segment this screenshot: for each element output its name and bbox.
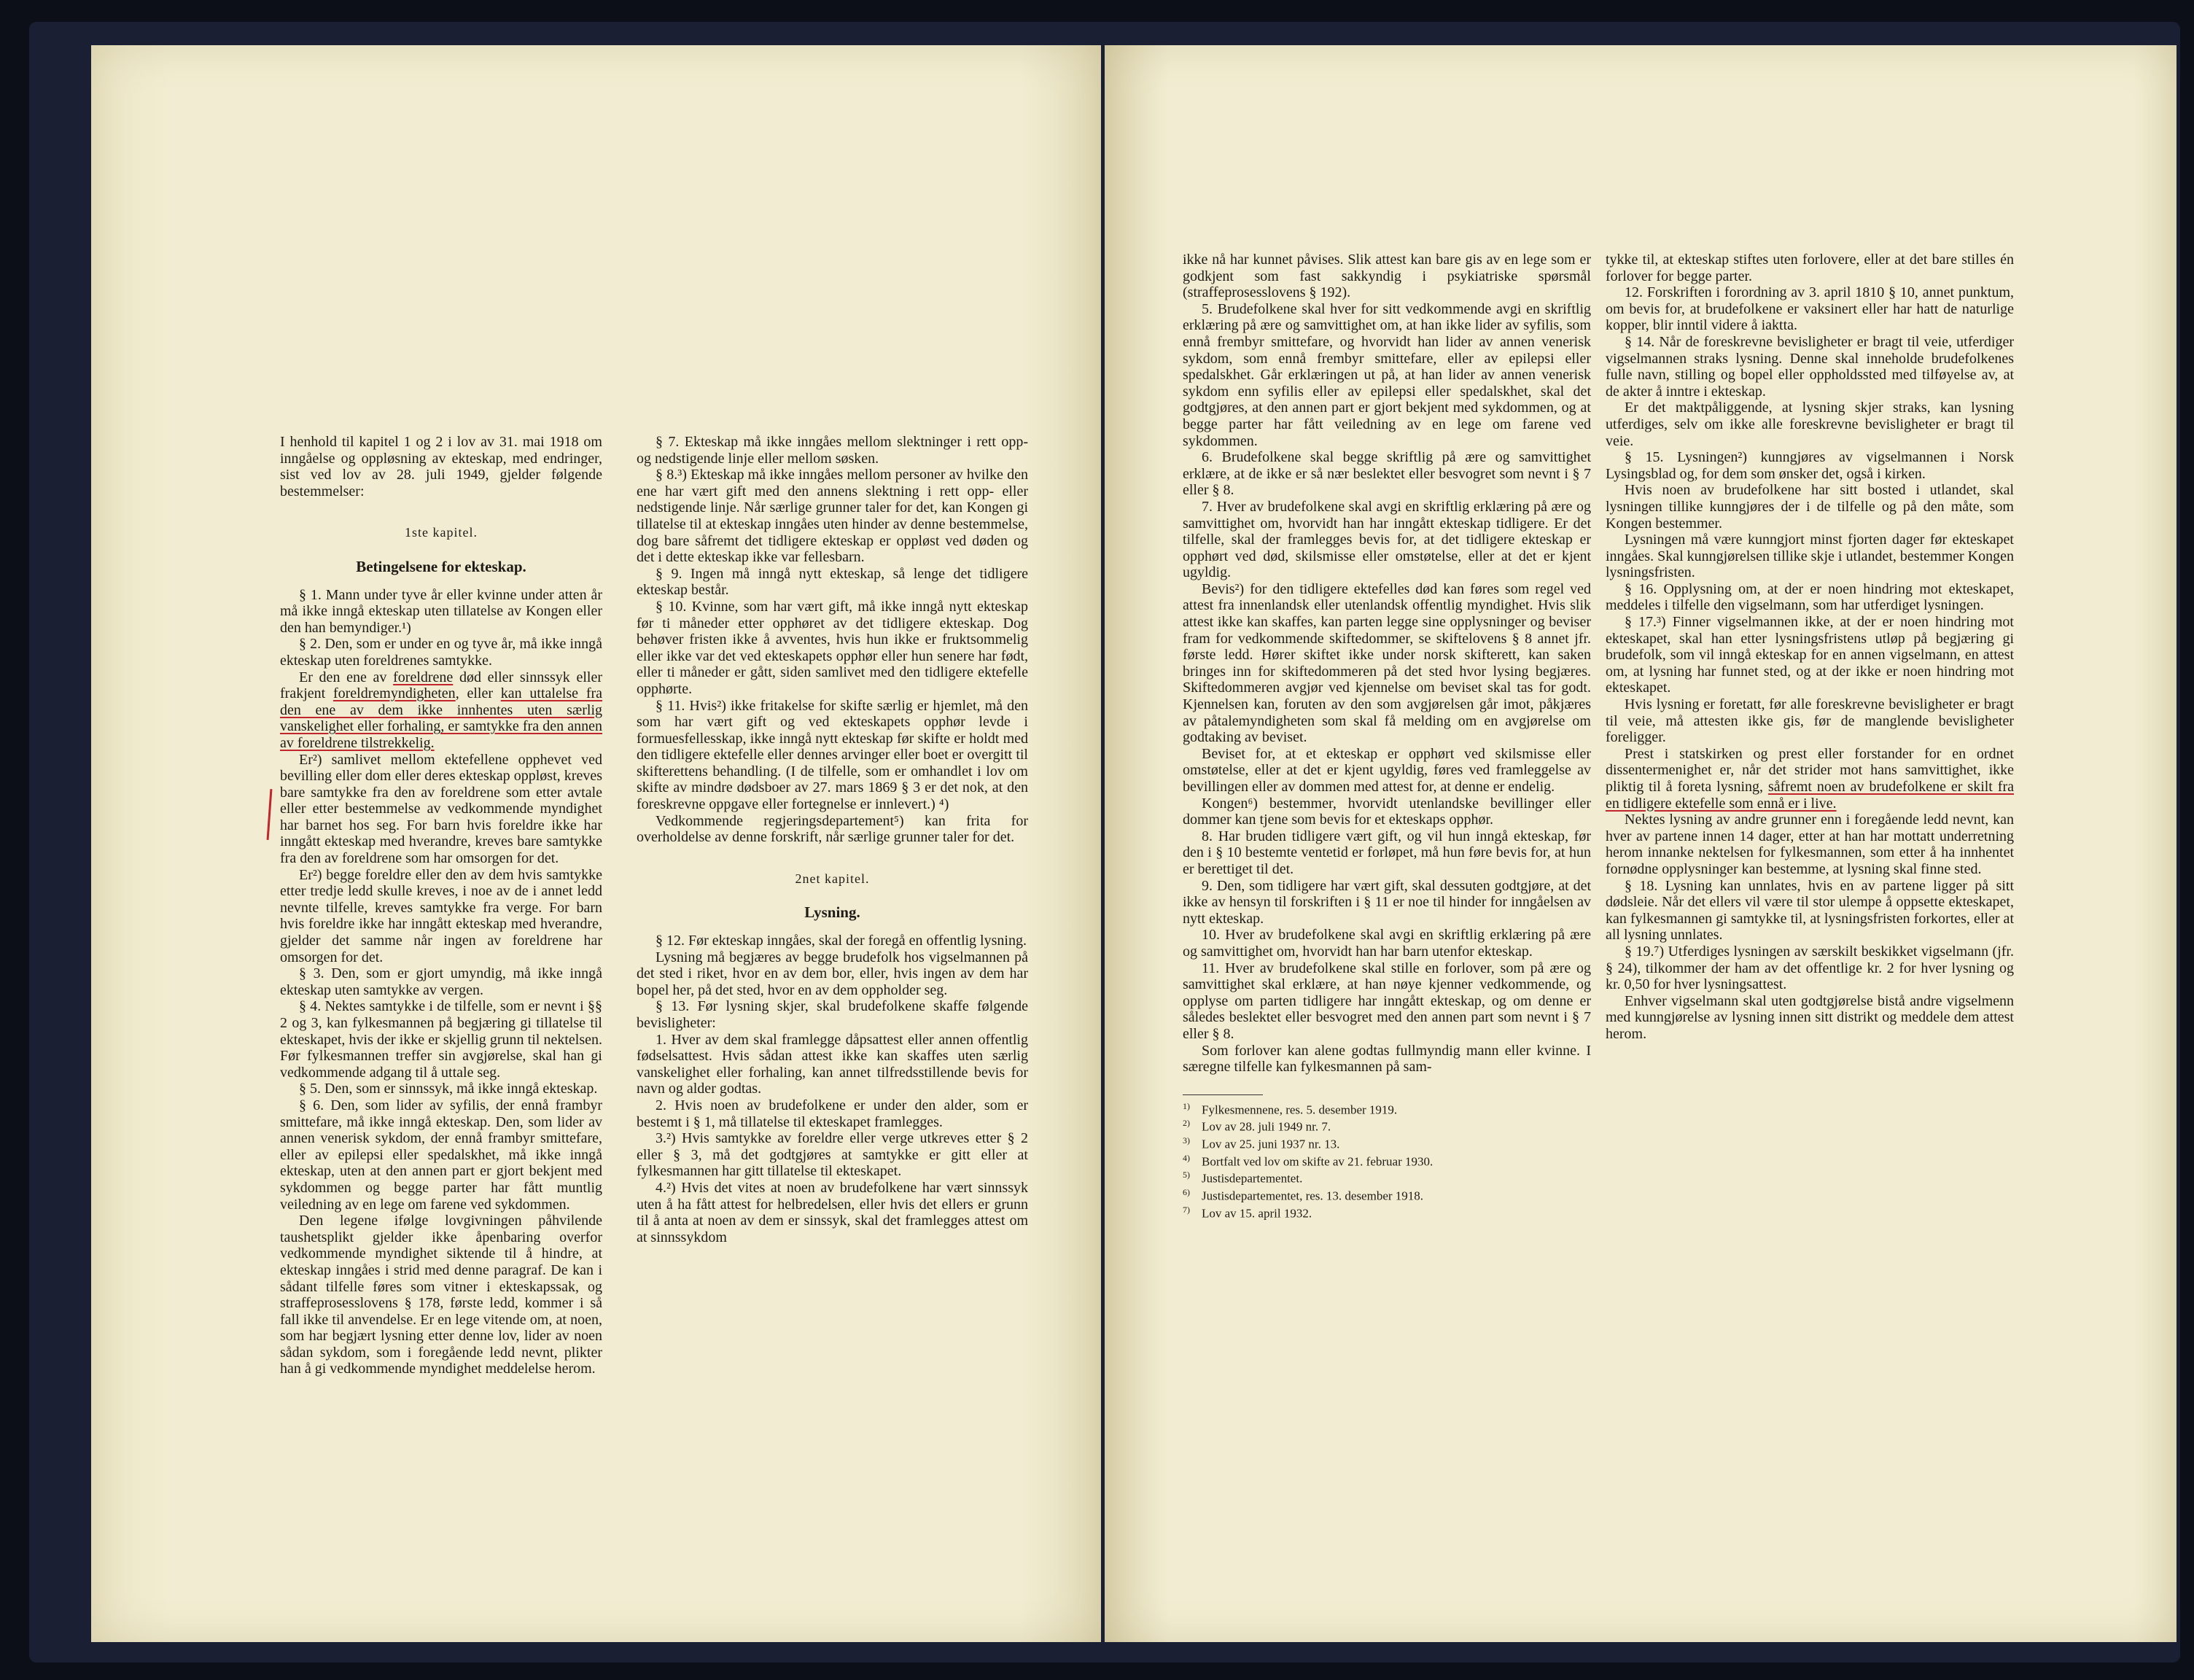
chapter-title: Betingelsene for ekteskap. bbox=[356, 557, 526, 575]
text-run: § 2. Den, som er under en og tyve år, må ikke inngå ekteskap uten foreldrenes samtykke. bbox=[280, 636, 602, 669]
footnote-text: Justisdepartementet, res. 13. desember 1918. bbox=[1202, 1189, 1424, 1203]
footnote-number: 5) bbox=[1183, 1170, 1190, 1181]
footnote-text: Lov av 15. april 1932. bbox=[1202, 1206, 1312, 1221]
footnote-text: Lov av 28. juli 1949 nr. 7. bbox=[1202, 1120, 1331, 1134]
text-run: , eller bbox=[455, 685, 501, 702]
text-run: Hvis noen av brudefolkene har sitt bosted i utlandet, skal lysningen tillike kunngjøres der i de tilfelle og på den måte, som Kongen bestemmer. bbox=[1606, 482, 2014, 532]
paragraph bbox=[1183, 960, 1591, 1043]
paragraph bbox=[1183, 878, 1591, 928]
text-run: 12. Forskriften i forordning av 3. april 1810 § 10, annet punktum, om bevis for, at brudefolkene er vaksinert eller har hatt de naturlige kopper, blir inntil videre å iaktta. bbox=[1606, 284, 2014, 334]
text-run: 3.²) Hvis samtykke av foreldre eller verge utkreves etter § 2 eller § 3, må det godtgjøres at samtykke er gitt eller at fylkesmannen har gitt tillatelse til ekteskapet. bbox=[637, 1130, 1028, 1180]
text-run: I henhold til kapitel 1 og 2 i lov av 31. mai 1918 om inngåelse og oppløsning av ekteskap, med endringer, sist ved lov av 28. juli 1949, gjelder følgende bestemmelser: bbox=[280, 434, 602, 499]
paragraph bbox=[637, 434, 1028, 467]
paragraph bbox=[280, 587, 602, 637]
paragraph bbox=[637, 1097, 1028, 1130]
text-run: § 4. Nektes samtykke i de tilfelle, som er nevnt i §§ 2 og 3, kan fylkesmannen på begjæring gi tillatelse til ekteskapet, hvis der ikke er skjellig grunn til nektelsen. Før fylkesmannen treffer sin avgjørelse, skal han gi vedkommende adgang til å uttale seg. bbox=[280, 998, 602, 1081]
text-run: 4.²) Hvis det vites at noen av brudefolkene har vært sinnssyk uten å ha fått attest for helbredelsen, eller hvis det ellers er grunn til å anta at noen av dem er sinssyk, skal det framlegges attest om at sinnssykdom bbox=[637, 1179, 1028, 1245]
text-run: Er det maktpåliggende, at lysning skjer straks, kan lysning utferdiges, selv om ikke alle foreskrevne bevisligheter er bragt til veie. bbox=[1606, 400, 2014, 449]
text-column-4 bbox=[1606, 252, 2014, 1043]
text-run: Er²) begge foreldre eller den av dem hvis samtykke etter tredje ledd skulle kreves, i noe av de i annet ledd nevnte tilfelle, kreves samtykke fra verge. For barn hvis foreldre ikke har inngått ekteskap med hverandre, gjelder det samme når ingen av foreldrene har omsorgen for det. bbox=[280, 866, 602, 965]
footnote bbox=[1183, 1151, 1591, 1169]
footnote-number: 1) bbox=[1183, 1100, 1190, 1111]
footnote bbox=[1183, 1186, 1591, 1203]
text-column-3 bbox=[1183, 252, 1591, 1220]
paragraph bbox=[280, 1097, 602, 1213]
paragraph bbox=[1606, 696, 2014, 746]
text-run: Er den ene av bbox=[299, 669, 394, 685]
paragraph bbox=[1606, 581, 2014, 614]
text-run: 8. Har bruden tidligere vært gift, og vil hun inngå ekteskap, før den i § 10 bestemte ventetid er forløpet, må hun føre bevis for, at hun er berettiget til det. bbox=[1183, 828, 1591, 877]
paragraph bbox=[1606, 944, 2014, 993]
paragraph bbox=[1606, 482, 2014, 532]
footnote bbox=[1183, 1168, 1591, 1186]
red-underlined-text: foreldrene bbox=[393, 669, 454, 685]
text-column-2 bbox=[637, 434, 1028, 1245]
text-run: § 14. Når de foreskrevne bevisligheter er bragt til veie, utferdiger vigselmannen straks lysning. Denne skal inneholde brudefolkenes fulle navn, stilling og bopel eller oppholdssted med tilføyelse av, at de akter å inntre i ekteskap. bbox=[1606, 333, 2014, 400]
paragraph bbox=[637, 599, 1028, 698]
text-run: § 19.⁷) Utferdiges lysningen av særskilt beskikket vigselmann (jfr. § 24), tilkommer der ham av det offentlige kr. 2 for hver lysning og kr. 0,50 for hver lysningsattest. bbox=[1606, 943, 2014, 993]
footnote-text: Bortfalt ved lov om skifte av 21. februar 1930. bbox=[1202, 1154, 1434, 1169]
paragraph bbox=[1606, 746, 2014, 812]
paragraph bbox=[280, 1213, 602, 1377]
paragraph bbox=[1606, 878, 2014, 944]
footnote bbox=[1183, 1116, 1591, 1134]
text-run: § 7. Ekteskap må ikke inngåes mellom slektninger i rett opp- og nedstigende linje eller mellom søsken. bbox=[637, 434, 1028, 467]
paragraph bbox=[1606, 532, 2014, 581]
red-pen-margin-mark bbox=[267, 789, 273, 840]
paragraph bbox=[280, 998, 602, 1081]
text-run: Hvis lysning er foretatt, før alle foreskrevne bevisligheter er bragt til veie, må attesten ikke gis, før de manglende bevisligheter foreligger. bbox=[1606, 696, 2014, 746]
paragraph bbox=[280, 434, 602, 499]
paragraph bbox=[1606, 284, 2014, 334]
text-column-1 bbox=[280, 434, 602, 1377]
paragraph bbox=[280, 867, 602, 966]
paragraph bbox=[637, 1180, 1028, 1245]
paragraph bbox=[1183, 828, 1591, 878]
paragraph bbox=[1183, 1043, 1591, 1076]
paragraph bbox=[637, 933, 1028, 949]
text-run: 6. Brudefolkene skal begge skriftlig på ære og samvittighet erklære, at de ikke er så nær beslektet eller besvogret som nevnt i § 7 eller § 8. bbox=[1183, 449, 1591, 499]
paragraph bbox=[637, 813, 1028, 846]
footnote-number: 3) bbox=[1183, 1135, 1190, 1146]
paragraph bbox=[637, 566, 1028, 599]
paragraph bbox=[637, 1130, 1028, 1180]
text-run: 2. Hvis noen av brudefolkene er under den alder, som er bestemt i § 1, må tillatelse til ekteskapet framlegges. bbox=[637, 1097, 1028, 1130]
paragraph bbox=[637, 698, 1028, 813]
text-run: død eller sinnssyk eller frakjent bbox=[280, 669, 602, 702]
footnote-number: 7) bbox=[1183, 1204, 1190, 1215]
paragraph bbox=[280, 669, 602, 752]
text-run: tykke til, at ekteskap stiftes uten forlovere, eller at det bare stilles én forlover for begge parter. bbox=[1606, 252, 2014, 284]
text-run: Kongen⁶) bestemmer, hvorvidt utenlandske bevillinger eller dommer kan tjene som bevis for et ekteskaps opphør. bbox=[1183, 795, 1591, 828]
paragraph bbox=[1183, 301, 1591, 449]
text-run: § 3. Den, som er gjort umyndig, må ikke inngå ekteskap uten samtykke av vergen. bbox=[280, 965, 602, 998]
text-run: § 8.³) Ekteskap må ikke inngåes mellom personer av hvilke den ene har vært gift med den annens slektning i rett opp- eller nedstigende linje. Når særlige grunner taler for det, kan Kongen gi tillatelse til at ekteskap inngåes uten hinder av denne bestemmelse, dog bare såfremt det tidligere ekteskap er oppløst ved døden og det i dette ekteskap ikke var fellesbarn. bbox=[637, 467, 1028, 566]
text-run: Bevis²) for den tidligere ektefelles død kan føres som regel ved attest fra innenlandsk eller utenlandsk offentlig myndighet. Hvis slik attest ikke kan skaffes, kan parten legge sine opplysninger og beviser fram for vedkommende skiftedommer, se skiftelovens § 8 annet jfr. første ledd. Hører skiftet ikke under norsk skifterett, kan saken bringes inn for skiftedommeren på det sted hvor lysing begjæres. Skiftedommeren avgjør ved kjennelse om beviset skal tas for godt. Kjennelsen kan, foruten av den som avgjørelsen går imot, påkjæres av påtalemyndigheten som skal få melding om en avgjørelse om godtaking av beviset. bbox=[1183, 580, 1591, 746]
paragraph bbox=[1606, 812, 2014, 877]
text-run: § 10. Kvinne, som har vært gift, må ikke inngå nytt ekteskap før ti måneder etter opphøret av det tidligere ekteskap. Dog behøver fristen ikke å avventes, hvis hun ikke er fruktsommelig eller ikke var det ved ekteskapets opphør eller hun senere har født, eller ti måneder er gått, siden samlivet med den tidligere ektefelle opphørte. bbox=[637, 598, 1028, 697]
paragraph bbox=[637, 998, 1028, 1031]
paragraph bbox=[1183, 796, 1591, 828]
paragraph bbox=[280, 752, 602, 867]
text-run: ikke nå har kunnet påvises. Slik attest kan bare gis av en lege som er godkjent som fast sakkyndig i psykiatriske spørsmål (straffeprosesslovens § 192). bbox=[1183, 252, 1591, 301]
text-run: § 12. Før ekteskap inngåes, skal der foregå en offentlig lysning. bbox=[656, 933, 1027, 949]
footnote-number: 4) bbox=[1183, 1152, 1190, 1163]
paragraph bbox=[280, 636, 602, 669]
paragraph bbox=[1183, 252, 1591, 301]
text-run: Lysning må begjæres av begge brudefolk hos vigselmannen på det sted i riket, hvor en av dem bor, eller, hvis ingen av dem har bopel her, på det sted, hvor en av dem oppholder seg. bbox=[637, 949, 1028, 998]
text-run: Enhver vigselmann skal uten godtgjørelse bistå andre vigselmenn med kunngjørelse av lysning innen sitt distrikt og meddele dem attest herom. bbox=[1606, 992, 2014, 1042]
text-run: 7. Hver av brudefolkene skal avgi en skriftlig erklæring på ære og samvittighet om, hvorvidt han har inngått ekteskap tidligere. Er det tilfelle, skal der framlegges bevis for, at det tidligere ekteskap er opphørt ved død, skilsmisse eller omstøtelse, eller at det er kjent ugyldig. bbox=[1183, 498, 1591, 581]
text-run: Er²) samlivet mellom ektefellene opphevet ved bevilling eller dom eller deres ekteskap oppløst, kreves bare samtykke fra den av foreldrene som etter avtale eller etter bestemmelse av vedkommende myndighet har barnet hos seg. For barn hvis foreldre ikke har inngått ekteskap med hverandre, kreves bare samtykke fra den av foreldrene som har omsorgen for det. bbox=[280, 751, 602, 867]
footnote-number: 6) bbox=[1183, 1186, 1190, 1197]
paragraph bbox=[1606, 614, 2014, 696]
text-run: Den legene ifølge lovgivningen påhvilende taushetsplikt gjelder ikke åpenbaring overfor vedkommende myndighet siktende til å hindre, at ekteskap inngåes i strid med denne paragraf. De kan i sådant tilfelle føres som vitner i ekteskapssak, og straffeprosesslovens § 178, første ledd, kommer i så fall ikke til anvendelse. Er en lege vitende om, at noen, som har begjært lysning etter denne lov, lider av noen sådan sykdom, som i foregående ledd nevnt, plikter han å gi vedkommende myndighet meddelelse herom. bbox=[280, 1213, 602, 1377]
paragraph bbox=[637, 467, 1028, 566]
paragraph bbox=[1606, 400, 2014, 449]
text-run: § 5. Den, som er sinnssyk, må ikke inngå ekteskap. bbox=[299, 1081, 598, 1097]
text-run: 5. Brudefolkene skal hver for sitt vedkommende avgi en skriftlig erklæring på ære og samvittighet om, at han ikke lider av syfilis, som ennå frembyr smittefare, og hvorvidt han lider av annen venerisk sykdom, som ennå frembyr smittefare, eller av epilepsi eller spedalskhet. Går erklæringen ut på, at han lider av annen venerisk sykdom enn syfilis eller av epilepsi eller spedalskhet, skal det godtgjøres, at den annen part er gjort bekjent med sykdommen, og at begge parter har fått veiledning av en lege om farene ved sykdommen. bbox=[1183, 300, 1591, 449]
text-run: § 1. Mann under tyve år eller kvinne under atten år må ikke inngå ekteskap uten tillatelse av Kongen eller den han bemyndiger.¹) bbox=[280, 586, 602, 636]
text-run: Beviset for, at et ekteskap er opphørt ved skilsmisse eller omstøtelse, eller at det er kjent ugyldig, føres ved framleggelse av bevillingen eller av dommen med attest for, at denne er endelig. bbox=[1183, 745, 1591, 795]
text-run: Som forlover kan alene godtas fullmyndig mann eller kvinne. I særegne tilfelle kan fylkesmannen på sam- bbox=[1183, 1042, 1591, 1076]
footnote bbox=[1183, 1100, 1591, 1117]
paragraph bbox=[1183, 449, 1591, 499]
text-run: § 6. Den, som lider av syfilis, der ennå frambyr smittefare, må ikke inngå ekteskap. Den, som lider av annen venerisk sykdom, der ennå frambyr smittefare, eller av epilepsi eller spedalskhet, må ikke inngå ekteskap, uten at den annen part er gjort bekjent med sykdommen og begge parter har fått muntlig veiledning av en lege om farene ved sykdommen. bbox=[280, 1097, 602, 1213]
paragraph bbox=[1606, 993, 2014, 1043]
text-run: § 13. Før lysning skjer, skal brudefolkene skaffe følgende bevisligheter: bbox=[637, 998, 1028, 1031]
paragraph bbox=[1606, 449, 2014, 482]
paragraph bbox=[280, 1081, 602, 1097]
text-run: 1. Hver av dem skal framlegge dåpsattest eller annen offentlig fødselsattest. Hvis sådan attest ikke kan skaffes uten særlig vanskelighet eller forhaling, kan annet tilfredsstillende bevis for navn og alder godtas. bbox=[637, 1031, 1028, 1097]
paragraph bbox=[1183, 746, 1591, 796]
text-run: Nektes lysning av andre grunner enn i foregående ledd nevnt, kan hver av partene innen 14 dager, etter at han har mottatt underretning herom innanke nektelsen for fylkesmannen, som etter å ha innhentet fornødne opplysninger kan bestemme, at lysning skal finne sted. bbox=[1606, 812, 2014, 877]
paragraph bbox=[637, 1032, 1028, 1097]
text-run: § 17.³) Finner vigselmannen ikke, at der er noen hindring mot ekteskapet, skal han etter lysningsfristens utløp på begjæring gi brudefolk, som vil inngå ekteskap for en annen vigselmann, en attest om, at lysning har funnet sted, og at der ikke er noen hindring mot ekteskapet. bbox=[1606, 614, 2014, 696]
red-underlined-text: kan uttalelse fra den ene av dem ikke innhentes uten særlig vanskelighet eller forhaling, er samtykke fra den annen av foreldrene tilstrekkelig. bbox=[280, 685, 603, 751]
paragraph bbox=[1606, 334, 2014, 400]
chapter-number: 1ste kapitel. bbox=[405, 525, 478, 540]
footnote-divider bbox=[1183, 1094, 1263, 1095]
red-underlined-text: såfremt noen av brudefolkene er skilt fra en tidligere ektefelle som ennå er i live. bbox=[1606, 779, 2014, 812]
paragraph bbox=[280, 965, 602, 998]
text-run: § 15. Lysningen²) kunngjøres av vigselmannen i Norsk Lysingsblad og, for dem som ønsker det, også i kirken. bbox=[1606, 449, 2014, 482]
chapter-number: 2net kapitel. bbox=[795, 871, 870, 886]
text-run: 10. Hver av brudefolkene skal avgi en skriftlig erklæring på ære og samvittighet om, hvorvidt han har barn utenfor ekteskap. bbox=[1183, 927, 1591, 960]
red-underlined-text: foreldremyndigheten bbox=[332, 685, 456, 702]
paragraph bbox=[637, 949, 1028, 999]
footnote-text: Lov av 25. juni 1937 nr. 13. bbox=[1202, 1137, 1340, 1151]
text-run: § 16. Opplysning om, at der er noen hindring mot ekteskapet, meddeles i tilfelle den vigselmann, som har utferdiget lysningen. bbox=[1606, 580, 2014, 614]
footnote-text: Fylkesmennene, res. 5. desember 1919. bbox=[1202, 1102, 1398, 1117]
paragraph bbox=[1183, 927, 1591, 960]
text-run: § 18. Lysning kan unnlates, hvis en av partene ligger på sitt dødsleie. Når det ellers vil være til stor ulempe å oppsette ekteskapet, kan fylkesmannen gi samtykke til, at lysningsfristen forkortes, eller at all lysning unnlates. bbox=[1606, 877, 2014, 944]
footnote bbox=[1183, 1134, 1591, 1151]
text-run: Prest i statskirken og prest eller forstander for en ordnet dissentermenighet er, når det strider mot hans samvittighet, ikke pliktig til å foreta lysning, bbox=[1606, 745, 2014, 795]
paragraph bbox=[1606, 252, 2014, 284]
footnote-text: Justisdepartementet. bbox=[1202, 1171, 1303, 1186]
paragraph bbox=[1183, 499, 1591, 581]
text-run: § 9. Ingen må inngå nytt ekteskap, så lenge det tidligere ekteskap består. bbox=[637, 565, 1028, 599]
footnote-number: 2) bbox=[1183, 1118, 1190, 1129]
text-run: Lysningen må være kunngjort minst fjorten dager før ekteskapet inngåes. Skal kunngjørelsen tillike skje i utlandet, bestemmer Kongen lysningsfristen. bbox=[1606, 532, 2014, 581]
text-run: 9. Den, som tidligere har vært gift, skal dessuten godtgjøre, at det ikke av hensyn til forskriften i § 11 er noe til hinder for inngåelsen av nytt ekteskap. bbox=[1183, 877, 1591, 927]
footnote bbox=[1183, 1203, 1591, 1221]
text-run: 11. Hver av brudefolkene skal stille en forlover, som på ære og samvittighet skal erklære, at han nøye kjenner vedkommende, og opplyse om parten tidligere har inngått ekteskap, og om denne er således beslektet eller besvogret med den annen part som nevnt i § 7 eller § 8. bbox=[1183, 960, 1591, 1042]
paragraph bbox=[1183, 581, 1591, 746]
text-run: § 11. Hvis²) ikke fritakelse for skifte særlig er hjemlet, må den som har vært gift og ved ekteskapets opphør levde i formuesfellesskap, ikke inngå nytt ekteskap før skifte er holdt med den tidligere ektefelle eller dennes arvinger eller boet er overgitt til skifterettens behandling. (I de tilfelle, som er omhandlet i lov om skifte av mindre dødsboer av 27. mars 1869 § 3 er det nok, at den foreskrevne oppgave eller fortegnelse er innlevert.) ⁴) bbox=[637, 697, 1028, 813]
text-run: Vedkommende regjeringsdepartement⁵) kan frita for overholdelse av denne forskrift, når særlige grunner taler for det. bbox=[637, 812, 1028, 846]
chapter-title: Lysning. bbox=[804, 903, 860, 922]
